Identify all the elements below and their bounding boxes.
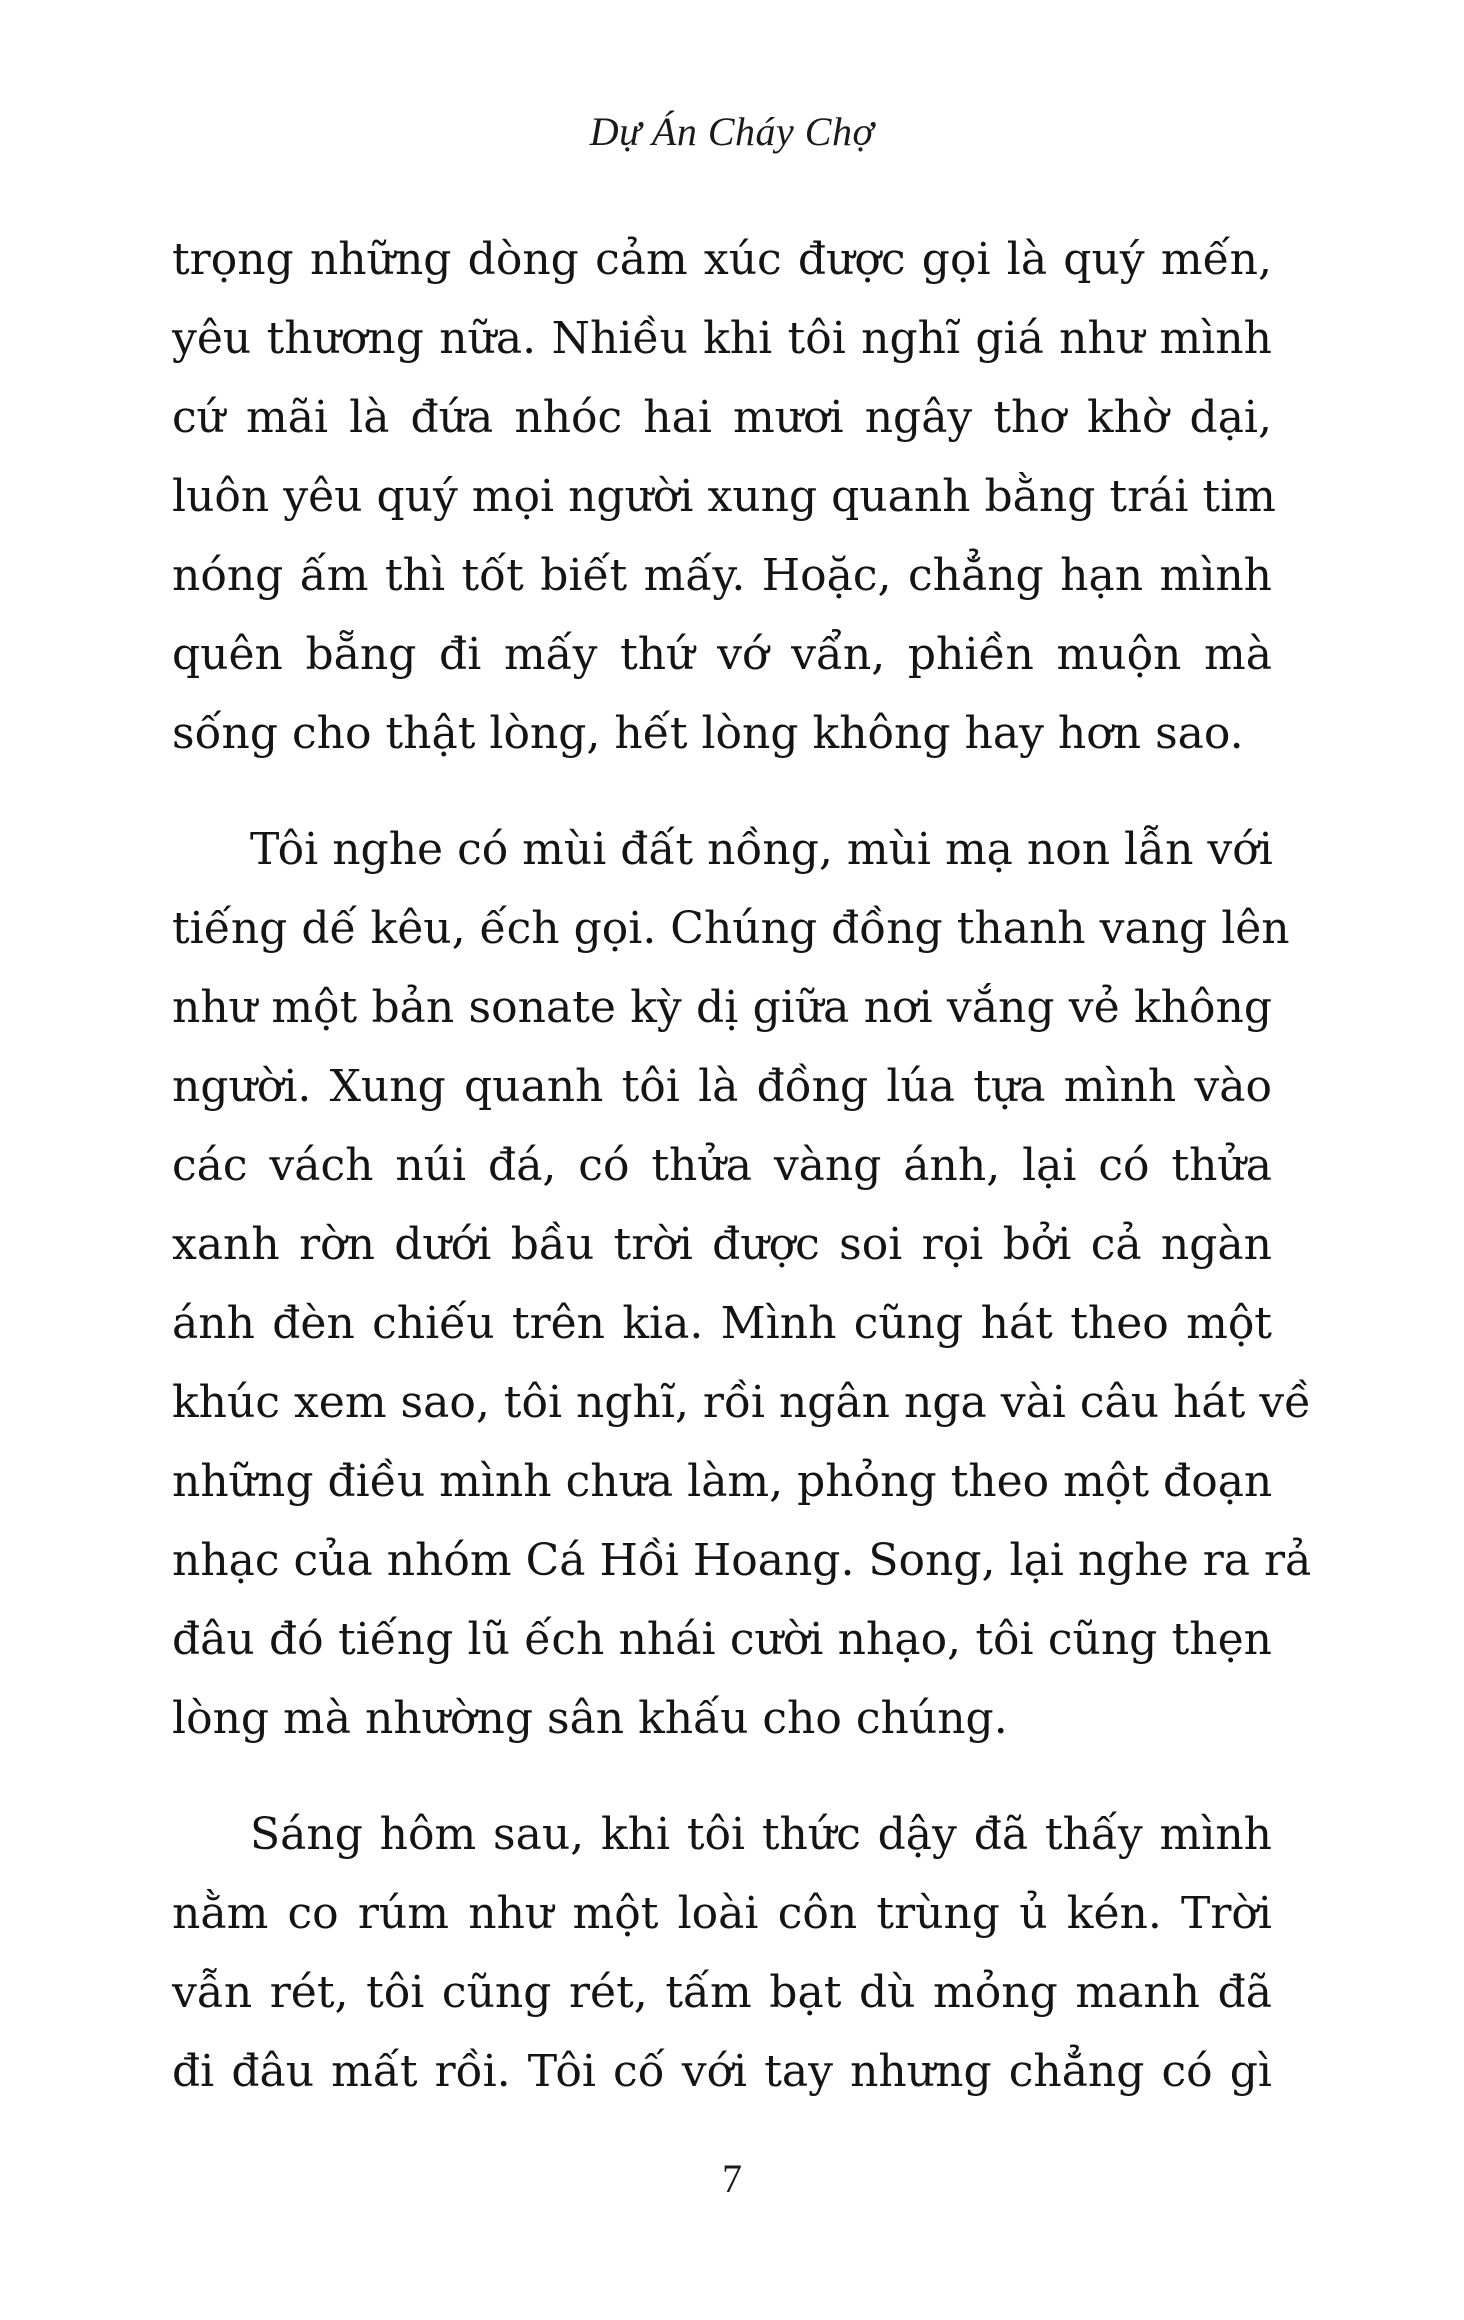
text-line: nóng ấm thì tốt biết mấy. Hoặc, chẳng hạn mình <box>172 550 1272 601</box>
text-line: như một bản sonate kỳ dị giữa nơi vắng vẻ không <box>172 982 1272 1033</box>
text-line: những điều mình chưa làm, phỏng theo một đoạn <box>172 1456 1273 1507</box>
text-line: tiếng dế kêu, ếch gọi. Chúng đồng thanh vang lên <box>172 903 1290 954</box>
text-line: đâu đó tiếng lũ ếch nhái cười nhạo, tôi cũng thẹn <box>172 1614 1272 1665</box>
text-line: cứ mãi là đứa nhóc hai mươi ngây thơ khờ dại, <box>172 392 1272 443</box>
text-line: lòng mà nhường sân khấu cho chúng. <box>172 1693 1008 1744</box>
paragraph-gap <box>172 1758 1272 1795</box>
paragraph-2 <box>172 810 1312 1758</box>
text-line: vẫn rét, tôi cũng rét, tấm bạt dù mỏng manh đã <box>172 1967 1272 2018</box>
text-line: yêu thương nữa. Nhiều khi tôi nghĩ giá như mình <box>172 313 1272 364</box>
paragraph-gap <box>172 773 1272 810</box>
text-line: trọng những dòng cảm xúc được gọi là quý mến, <box>172 234 1272 285</box>
text-line: người. Xung quanh tôi là đồng lúa tựa mình vào <box>172 1061 1272 1112</box>
body-text <box>172 220 1312 2111</box>
text-line: nhạc của nhóm Cá Hồi Hoang. Song, lại nghe ra rả <box>172 1535 1312 1586</box>
text-line: quên bẵng đi mấy thứ vớ vẩn, phiền muộn mà <box>172 629 1272 680</box>
running-header: Dự Án Cháy Chợ <box>589 109 875 154</box>
text-line: xanh rờn dưới bầu trời được soi rọi bởi cả ngàn <box>172 1219 1272 1270</box>
text-line: luôn yêu quý mọi người xung quanh bằng trái tim <box>172 471 1276 522</box>
paragraph-1 <box>172 220 1276 773</box>
text-line: nằm co rúm như một loài côn trùng ủ kén. Trời <box>172 1888 1272 1939</box>
text-line: các vách núi đá, có thửa vàng ánh, lại có thửa <box>172 1140 1272 1191</box>
text-line: ánh đèn chiếu trên kia. Mình cũng hát theo một <box>172 1298 1272 1349</box>
text-line: sống cho thật lòng, hết lòng không hay hơn sao. <box>172 708 1244 759</box>
text-line: đi đâu mất rồi. Tôi cố với tay nhưng chẳng có gì <box>172 2046 1272 2097</box>
paragraph-3 <box>172 1795 1272 2111</box>
page-number: 7 <box>722 2156 742 2201</box>
text-line: khúc xem sao, tôi nghĩ, rồi ngân nga vài câu hát về <box>172 1377 1312 1428</box>
text-line: Sáng hôm sau, khi tôi thức dậy đã thấy mình <box>250 1809 1272 1860</box>
text-line: Tôi nghe có mùi đất nồng, mùi mạ non lẫn với <box>250 824 1273 875</box>
